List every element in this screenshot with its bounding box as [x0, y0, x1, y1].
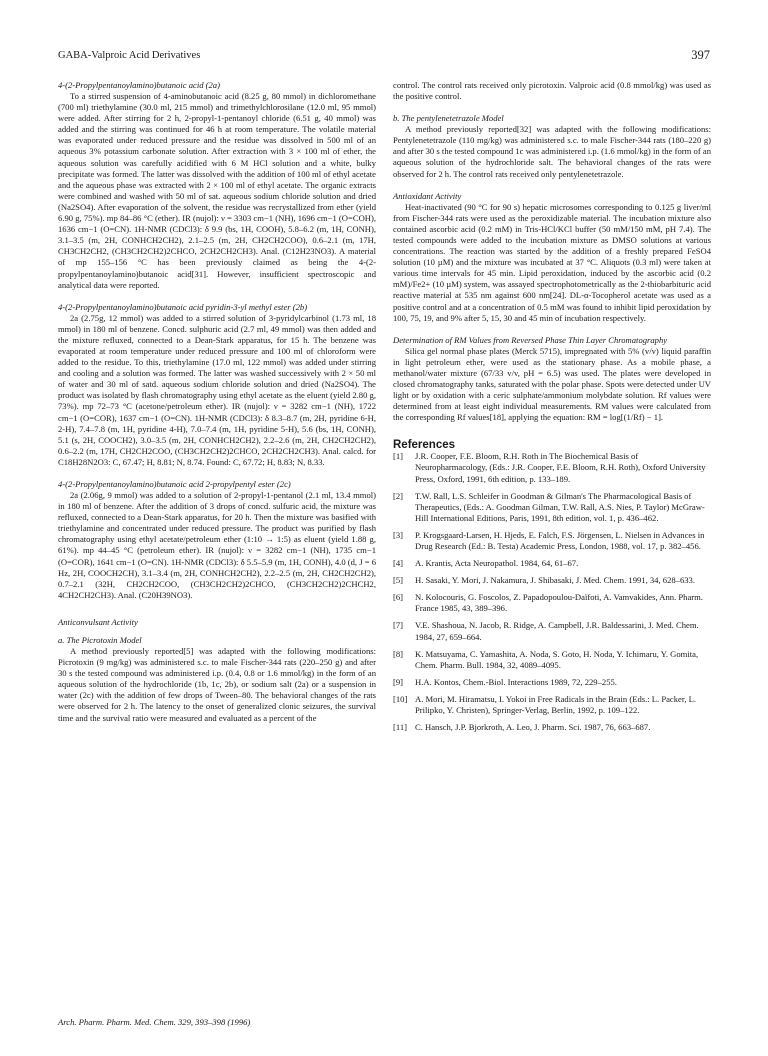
reference-text: J.R. Cooper, F.E. Bloom, R.H. Roth in The Biochemical Basis of Neuropharmacology, (Eds.: J.R. Cooper, F.E. Bloom, R.H. Roth), Oxford University Press, Oxford, 1991, 6th edition, p. 133–189. [415, 451, 706, 484]
reference-number: [4] [393, 558, 404, 569]
reference-item [393, 620, 711, 642]
reference-item [393, 592, 711, 614]
reference-item [393, 722, 711, 733]
reference-text: C. Hansch, J.P. Bjorkroth, A. Leo, J. Pharm. Sci. 1987, 76, 663–687. [415, 722, 651, 733]
reference-item [393, 491, 711, 524]
reference-item [393, 677, 711, 688]
reference-text: T.W. Rall, L.S. Schleifer in Goodman & Gilman's The Pharmacological Basis of Therapeutics, (Eds.: A. Goodman Gilman, T.W. Rall, A.S. Nies, P. Taylor) McGraw-Hill International Editions, Paris, 1991, 8th edition, vol. 1, p. 436–462. [415, 490, 705, 523]
reference-list [393, 451, 711, 733]
reference-number: [9] [393, 676, 404, 687]
reference-text: V.E. Shashoua, N. Jacob, R. Ridge, A. Campbell, J.R. Baldessarini, J. Med. Chem. 1984, 27, 659–664. [415, 620, 699, 642]
reference-text: N. Kolocouris, G. Foscolos, Z. Papadopoulou-Daïfoti, A. Vamvakides, Ann. Pharm. France 1985, 43, 389–396. [415, 592, 703, 614]
paragraph-picrotoxin-continued: control. The control rats received only picrotoxin. Valproic acid (0.8 mmol/kg) was used as the positive control. [393, 80, 711, 102]
reference-text: K. Matsuyama, C. Yamashita, A. Noda, S. Goto, H. Noda, Y. Ichimaru, Y. Gomita, Chem. Pharm. Bull. 1984, 32, 4089–4095. [415, 648, 699, 670]
reference-text: A. Krantis, Acta Neuropathol. 1984, 64, 61–67. [415, 558, 579, 569]
paragraph-picrotoxin-method: A method previously reported[5] was adapted with the following modifications: Picrotoxin (9 mg/kg) was administered s.c. to male Fischer-344 rats (220–250 g) and after 30 s the tested compound was administered i.p. (0.4, 0.8 or 1.6 mmol/kg) in the form of an aqueous solution of the hydrochloride (1b, 1c, 2b), or sodium salt (2a) or a suspension in water (2c) with the addition of few drops of Tween–80. The behavioral changes of the rats were observed for 2 h. The latency to the onset of generalized clonic seizures, the survival time and the survival ratio were measured and evaluated as a percent of the [58, 645, 376, 723]
reference-item [393, 694, 711, 716]
reference-number: [3] [393, 529, 404, 540]
page-header [58, 50, 710, 64]
section-heading-2a: 4-(2-Propylpentanoylamino)butanoic acid (2a) [58, 80, 220, 90]
paragraph-antioxidant-method: Heat-inactivated (90 °C for 90 s) hepatic microsomes corresponding to 0.125 g liver/ml from Fischer-344 rats were used as the peroxidizable material. The incubation mixture also contained ascorbic acid (0.2 mM) in Tris-HCl/KCl buffer (50 mM/150 mM, pH 7.4). The tested compounds were added to the incubation mixture as DMSO solutions at various concentrations. The reaction was started by the addition of a freshly prepared FeSO4 solution (10 µM) and the mixture was incubated at 37 °C. Aliquots (0.3 ml) were taken at various time intervals for 45 min. Lipid peroxidation, induced by the ascorbic acid (0.2 mM)/Fe2+ (10 µM) system, was assayed spectrophotometrically as the 2-thiobarbituric acid reactive material at 535 nm against 600 nm[24]. DL-α-Tocopherol acetate was used as a positive control and at a concentration of 0.5 mM was found to inhibit lipid peroxidation by 100, 75, 19, and 9% after 5, 15, 30 and 45 min of incubation respectively. [393, 201, 711, 323]
paragraph-2a-synthesis: To a stirred suspension of 4-aminobutanoic acid (8.25 g, 80 mmol) in dichloromethane (700 ml) triethylamine (30.0 ml, 215 mmol) and trimethylchlorosilane (12.0 ml, 95 mmol) were added. After stirring for 2 h, 2-propyl-1-pentanoyl chloride (6.51 g, 40 mmol) was added and the stirring was continued for 46 h at room temperature. The volatile material was evaporated under reduced pressure and the residue was dissolved in 500 ml of an aqueous 3% potassium carbonate solution. After extraction with 3 × 100 ml of ether, the aqueous solution was carefully acidified with 6 M HCl solution and a white, bulky precipitate was formed. The latter was dissolved with the addition of 100 ml of ethyl acetate and the aqueous phase was extracted with 2 × 100 ml of ethyl acetate. The organic extracts were combined and washed with 50 ml of sat. aqueous sodium chloride solution and dried (Na2SO4). After evaporation of the solvent, the residue was recrystallized from ether (yield 6.90 g, 75%). mp 84–86 °C (ether). IR (nujol): ν = 3303 cm−1 (NH), 1696 cm−1 (O=COH), 1636 cm−1 (O=CN). 1H-NMR (CDCl3): δ 9.9 (bs, 1H, COOH), 5.8–6.2 (m, 1H, CONH), 3.1–3.5 (m, 2H, CONHCH2CH2), 2.1–2.5 (m, 2H, CH2CH2COO), 0.6–2.1 (m, 17H, CH3CH2CH2, (CH3CH2CH2)2CHCO, 2CH2CH2CH3). Anal. (C12H23NO3). A material of mp 155–156 °C has been previously claimed as being the 4-(2-propylpentanoylamino)butanoic acid[31]. However, insufficient spectroscopic and analytical data were reported. [58, 91, 376, 290]
reference-number: [6] [393, 592, 404, 603]
left-column [58, 80, 376, 724]
reference-number: [2] [393, 490, 404, 501]
paragraph-2c-synthesis: 2a (2.06g, 9 mmol) was added to a solution of 2-propyl-1-pentanol (2.1 ml, 13.4 mmol) in 180 ml of benzene. After the addition of 3 drops of concd. sulfuric acid, the mixture was refluxed, connected to a Dean-Stark apparatus, for 20 h. Then the mixture was basified with triethylamine and concentrated under reduced pressure. The product was purified by flash chromatography using ethyl acetate/petroleum ether (1:10 → 1:5) as eluent (yield 1.88 g, 61%). mp 44–45 °C (petroleum ether). IR (nujol): ν = 3282 cm−1 (NH), 1735 cm−1 (O=COR), 1641 cm−1 (O=CN). 1H-NMR (CDCl3): δ 5.5–5.9 (m, 1H, CONH), 4.0 (d, J = 6 Hz, 2H, COOCH2CH), 3.1–3.4 (m, 2H, CONHCH2CH2), 2.2–2.5 (m, 2H, CH2CH2CH2), 0.7–2.1 (32H, CH2CH2COO, (CH3CH2CH2)2CHCO, (CH3CH2CH2)2CHCH2, 4CH2CH2CH3). Anal. (C20H39NO3). [58, 490, 376, 600]
references-heading: References [393, 439, 456, 452]
section-heading-2b: 4-(2-Propylpentanoylamino)butanoic acid pyridin-3-yl methyl ester (2b) [58, 301, 308, 312]
reference-item [393, 558, 711, 569]
section-heading-anticonvulsant: Anticonvulsant Activity [58, 616, 138, 627]
subsection-heading-picrotoxin: a. The Picrotoxin Model [58, 634, 142, 645]
section-heading-2c: 4-(2-Propylpentanoylamino)butanoic acid 2-propylpentyl ester (2c) [58, 479, 291, 489]
paragraph-rm-method: Silica gel normal phase plates (Merck 5715), impregnated with 5% (v/v) liquid paraffin in light petroleum ether, were used as the stationary phase. As a mobile phase, a methanol/water mixture (67/33 v/v, pH = 6.5) was used. The plates were developed in closed chromatography tanks, saturated with the polar phase. Spots were detected under UV light or by oxidation with a ceric sulphate/ammonium molybdate solution. Rf values were determined from at least eight individual measurements. RM values were calculated from the corresponding Rf values[18], applying the equation: RM = log[(1/Rf) − 1]. [393, 345, 711, 423]
reference-number: [11] [393, 722, 407, 733]
reference-text: P. Krogsgaard-Larsen, H. Hjeds, E. Falch, F.S. Jörgensen, L. Nielsen in Advances in Drug Research (Ed.: B. Testa) Academic Press, London, 1988, vol. 17, p. 382–456. [415, 529, 705, 551]
reference-item [393, 649, 711, 671]
reference-item [393, 451, 711, 484]
reference-number: [1] [393, 451, 404, 462]
running-title: GABA-Valproic Acid Derivatives [58, 50, 201, 61]
subsection-heading-pentylenetetrazole: b. The pentylenetetrazole Model [393, 113, 504, 124]
reference-number: [5] [393, 575, 404, 586]
reference-number: [7] [393, 620, 404, 631]
section-heading-rm-values: Determination of RM Values from Reversed Phase Thin Layer Chromatography [393, 334, 668, 345]
right-column [393, 80, 711, 739]
paragraph-pentylenetetrazole-method: A method previously reported[32] was adapted with the following modifications: Pentylenetetrazole (110 mg/kg) was administered s.c. to male Fischer-344 rats (180–220 g) and after 30 s the tested compound 1c was administered i.p. (1.6 mmol/kg) in the form of an aqueous solution of the hydrochloride salt. The behavioral changes of the rats were observed for 2 h. The control rats received only pentylenetetrazole. [393, 124, 711, 179]
reference-item [393, 530, 711, 552]
paragraph-2b-synthesis: 2a (2.75g, 12 mmol) was added to a stirred solution of 3-pyridylcarbinol (1.73 ml, 18 mmol) in 180 ml of benzene. Concd. sulphuric acid (2.7 ml, 49 mmol) was then added and the mixture refluxed, connected to a Dean-Stark apparatus, for 15 h. The benzene was evaporated at room temperature under reduced pressure and 100 ml of chloroform were added to the residue. To this, triethylamine (17.0 ml, 122 mmol) was added under stirring and cooling and a solution was formed. The latter was washed successively with 2 × 50 ml of water and 30 ml of satd. aqueous sodium chloride solution and dried (Na2SO4). The product was isolated by flash chromatography using ethyl acetate as the eluent (yield 2.80 g, 73%). mp 72–73 °C (acetone/petroleum ether). IR (nujol): ν = 3282 cm−1 (NH), 1722 cm−1 (O=COR), 1637 cm−1 (O=CN). 1H-NMR (CDCl3): δ 8.3–8.7 (m, 2H, pyridine 6-H, 2-H), 7.4–7.8 (m, 1H, pyridine 4-H), 7.0–7.4 (m, 1H, pyridine 5-H), 5.6 (bs, 1H, CONH), 5.1 (s, 2H, COOCH2), 3.0–3.5 (m, 2H, CONHCH2CH2), 2.2–2.6 (m, 2H, CH2CH2CH2), 0.6–2.2 (m, 17H, CH2CH2COO, (CH3CH2CH2)2CHCO, 2CH2CH2CH3). Anal. calcd. for C18H28N2O3: C, 67.47; H, 8.81; N, 8.74. Found: C, 67.72; H, 8.83; N, 8.33. [58, 312, 376, 467]
journal-citation-footer: Arch. Pharm. Pharm. Med. Chem. 329, 393–398 (1996) [58, 1017, 251, 1027]
reference-text: H. Sasaki, Y. Mori, J. Nakamura, J. Shibasaki, J. Med. Chem. 1991, 34, 628–633. [415, 575, 695, 586]
reference-number: [10] [393, 693, 408, 704]
section-heading-antioxidant: Antioxidant Activity [393, 190, 462, 201]
reference-text: H.A. Kontos, Chem.-Biol. Interactions 1989, 72, 229–255. [415, 676, 617, 687]
reference-number: [8] [393, 648, 404, 659]
reference-text: A. Mori, M. Hiramatsu, I. Yokoi in Free Radicals in the Brain (Eds.: L. Packer, L. Prilipko, Y. Christen), Springer-Verlag, Berlin, 1992, p. 109–122. [415, 693, 697, 716]
page-number: 397 [691, 48, 710, 62]
reference-item [393, 575, 711, 586]
